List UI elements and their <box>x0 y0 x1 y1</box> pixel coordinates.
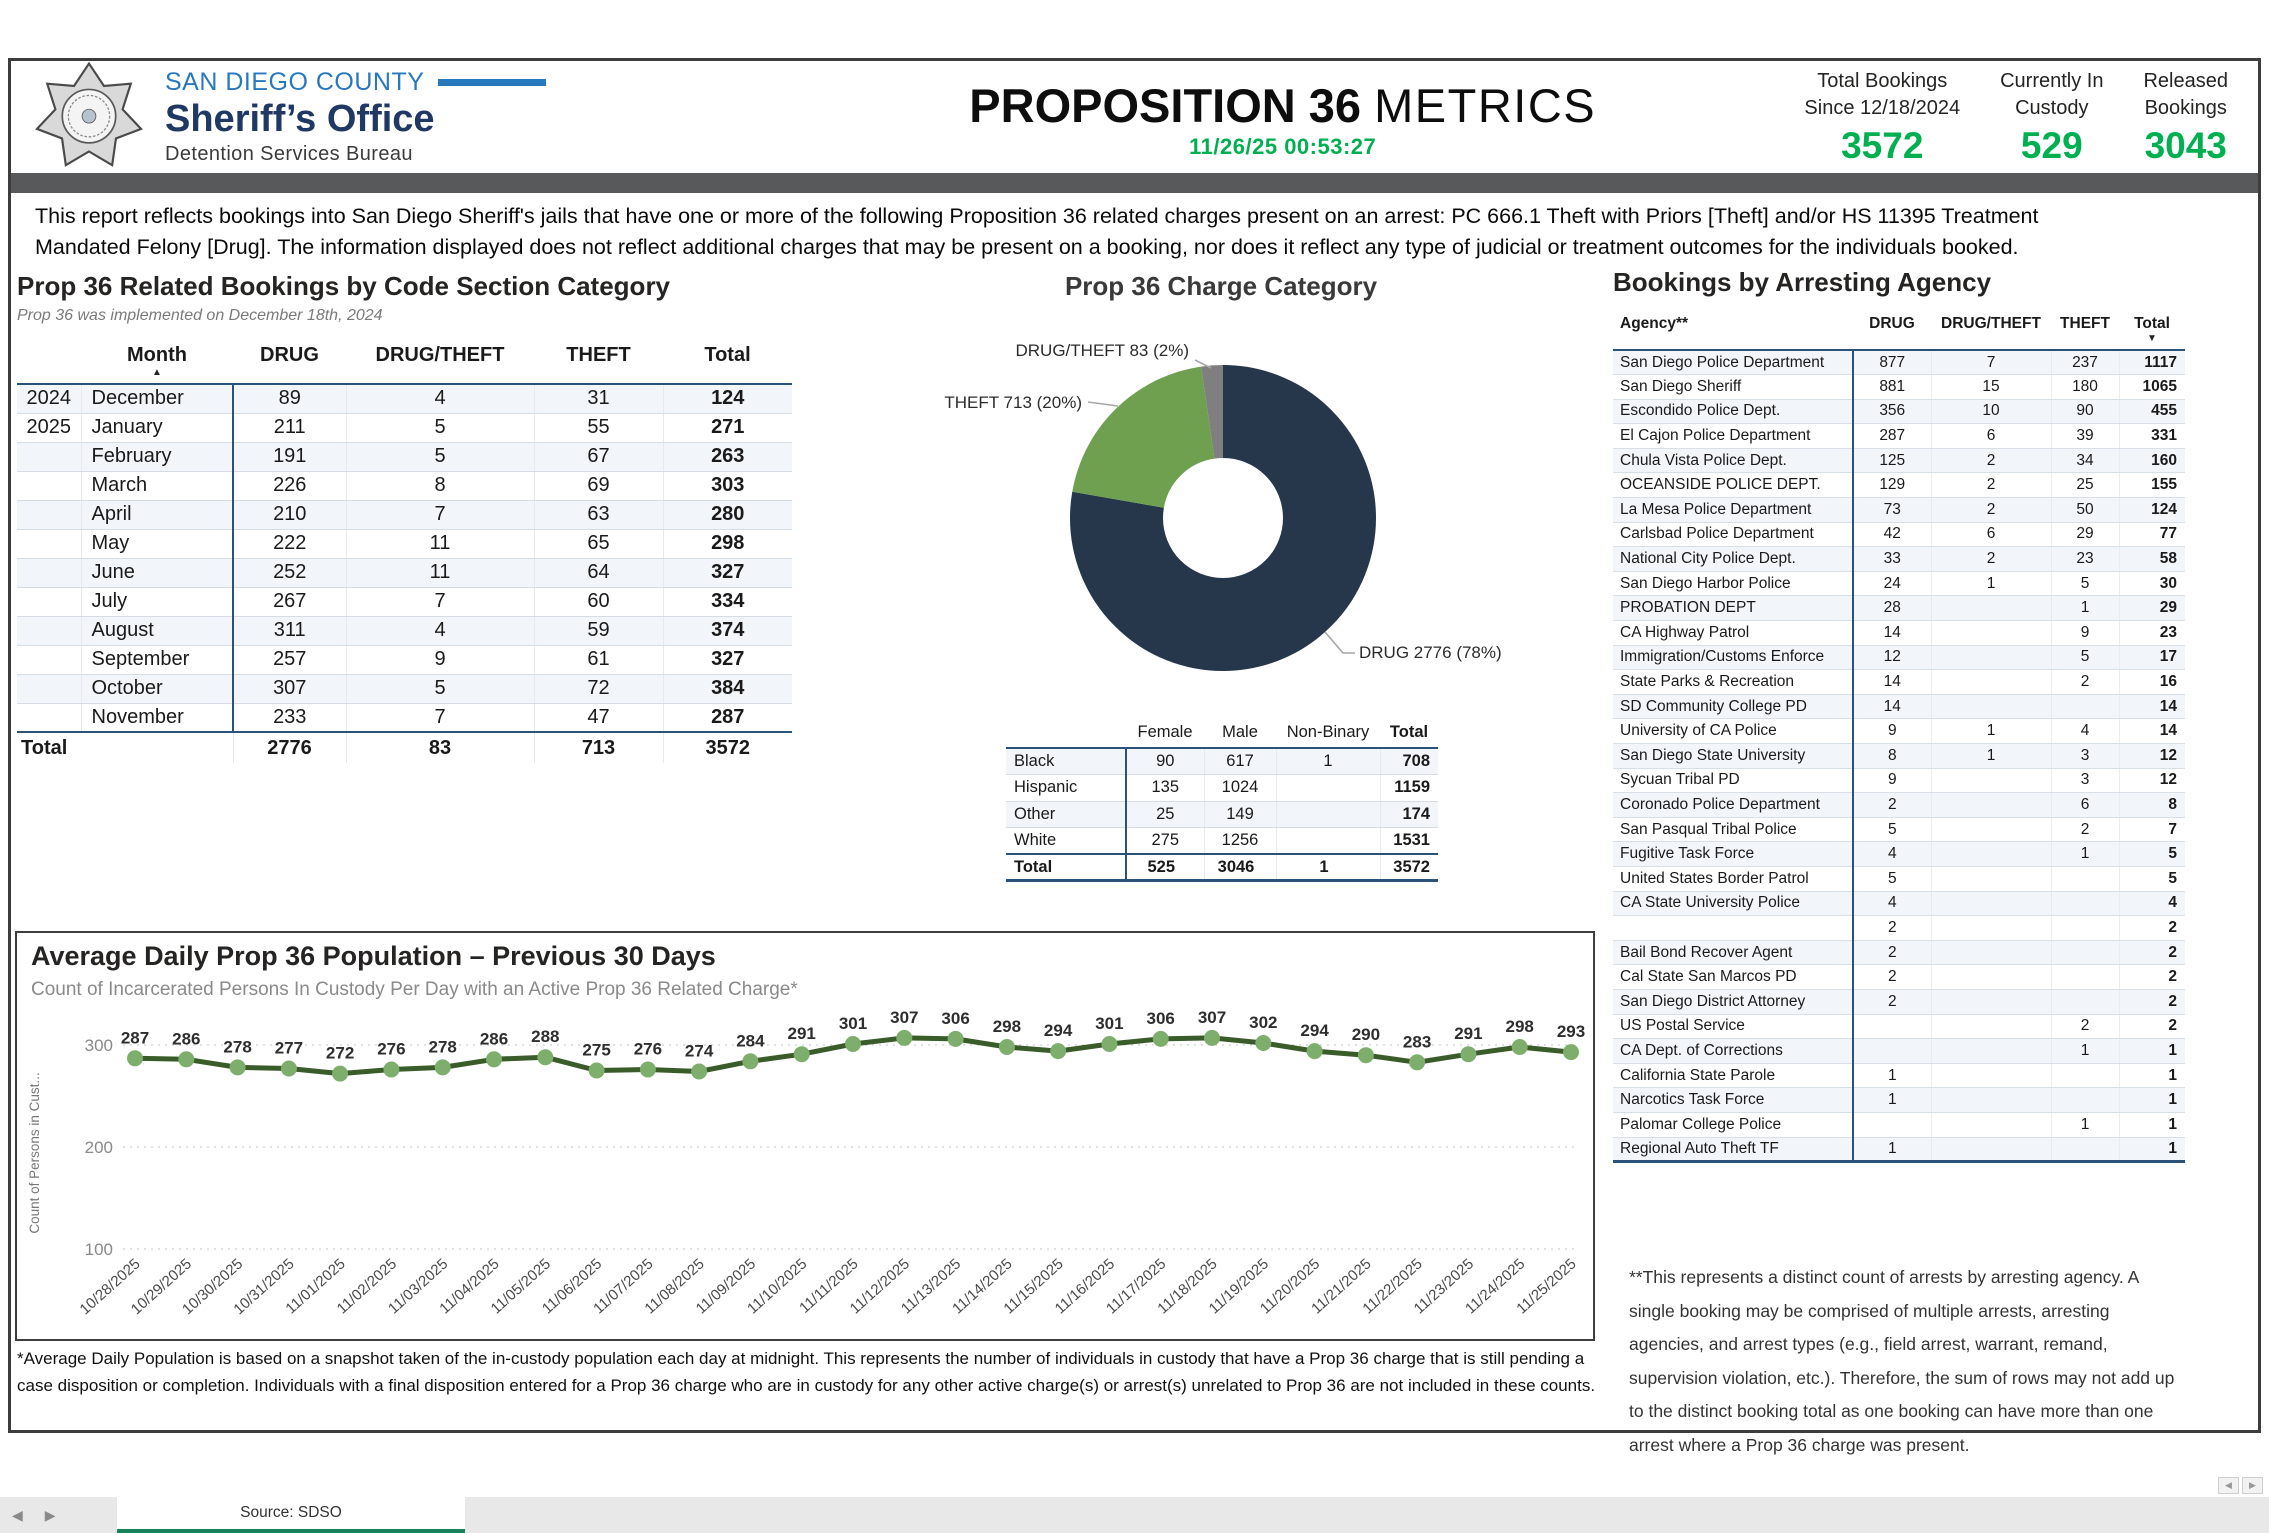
month-table-row: April 210 7 63 280 <box>17 500 792 529</box>
donut-callout-drug: DRUG 2776 (78%) <box>1359 643 1502 662</box>
svg-text:200: 200 <box>84 1138 113 1157</box>
agency-table-row: La Mesa Police Department 73 2 50 124 <box>1613 498 2185 523</box>
svg-text:11/10/2025: 11/10/2025 <box>744 1255 811 1318</box>
month-table-row: June 252 11 64 327 <box>17 558 792 587</box>
logo-dash-decoration <box>438 79 546 86</box>
agency-table-row: San Diego Police Department 877 7 237 1117 <box>1613 350 2185 375</box>
logo-county-label: SAN DIEGO COUNTY <box>165 68 425 96</box>
svg-text:11/16/2025: 11/16/2025 <box>1051 1255 1119 1318</box>
agency-table-row: San Diego Sheriff 881 15 180 1065 <box>1613 375 2185 400</box>
svg-text:301: 301 <box>1095 1014 1124 1033</box>
svg-text:302: 302 <box>1249 1013 1278 1032</box>
section-bookings-by-month <box>17 271 797 763</box>
svg-text:294: 294 <box>1300 1021 1329 1041</box>
svg-text:11/04/2025: 11/04/2025 <box>436 1255 503 1318</box>
svg-text:300: 300 <box>84 1036 113 1055</box>
line-chart-title: Average Daily Prop 36 Population – Previous 30 Days <box>31 941 716 971</box>
data-point-marker[interactable] <box>948 1031 964 1047</box>
month-section-subtitle: Prop 36 was implemented on December 18th, 2024 <box>17 307 383 324</box>
svg-text:11/05/2025: 11/05/2025 <box>487 1255 554 1318</box>
agency-table-row: US Postal Service 2 2 <box>1613 1014 2185 1039</box>
data-point-marker[interactable] <box>1050 1043 1066 1059</box>
agency-table-row: United States Border Patrol 5 5 <box>1613 866 2185 891</box>
agency-table-row: National City Police Dept. 33 2 23 58 <box>1613 547 2185 572</box>
donut-callout-theft: THEFT 713 (20%) <box>944 393 1082 412</box>
scroll-right-button[interactable]: ▶ <box>2242 1477 2263 1494</box>
agency-theft-column-header[interactable]: THEFT <box>2051 308 2119 350</box>
stat-currently-in-custody: Currently In Custody 529 <box>2000 69 2104 166</box>
report-description: This report reflects bookings into San Diego Sheriff's jails that have one or more of the following Proposition 36 related charges present on an arrest: PC 666.1 Theft with Priors [Theft] and/or HS 11395 Treatment Mandated Felony [Drug]. The information displayed does not reflect additional charges that may be present on a booking, nor does it reflect any type of judicial or treatment outcomes for the individuals booked. <box>35 204 2039 259</box>
agency-table-row: Fugitive Task Force 4 1 5 <box>1613 842 2185 867</box>
header-stats <box>1804 68 2258 167</box>
page-title: PROPOSITION 36 METRICS <box>969 79 1597 132</box>
svg-text:11/24/2025: 11/24/2025 <box>1462 1255 1529 1318</box>
svg-text:277: 277 <box>274 1038 304 1058</box>
data-point-marker[interactable] <box>178 1051 194 1067</box>
agency-table-row: PROBATION DEPT 28 1 29 <box>1613 596 2185 621</box>
svg-text:11/09/2025: 11/09/2025 <box>692 1255 760 1318</box>
agency-table-row: San Diego District Attorney 2 2 <box>1613 989 2185 1014</box>
svg-text:284: 284 <box>736 1031 765 1051</box>
svg-text:307: 307 <box>890 1007 919 1027</box>
data-point-marker[interactable] <box>742 1053 758 1069</box>
svg-text:307: 307 <box>1197 1007 1227 1027</box>
data-point-marker[interactable] <box>537 1049 553 1065</box>
svg-text:293: 293 <box>1556 1022 1586 1042</box>
svg-text:11/18/2025: 11/18/2025 <box>1154 1255 1221 1318</box>
month-table-row: October 307 5 72 384 <box>17 674 792 703</box>
agency-table-row: Immigration/Customs Enforce 12 5 17 <box>1613 645 2185 670</box>
nonbinary-column-header[interactable]: Non-Binary <box>1276 718 1380 748</box>
data-point-marker[interactable] <box>1409 1054 1425 1070</box>
data-point-marker[interactable] <box>1460 1046 1476 1062</box>
svg-text:11/01/2025: 11/01/2025 <box>282 1255 349 1318</box>
footnote-arresting-agency: **This represents a distinct count of arrests by arresting agency. A single booking may be comprised of multiple arrests, arresting agencies, and arrest types (e.g., field arrest, warrant, remand, supervision violation, etc.). Therefore, the sum of rows may not add up to the distinct booking total as one booking can have more than one arrest where a Prop 36 charge was present. <box>1629 1267 2175 1455</box>
demographics-row: Black 90 617 1 708 <box>1006 748 1438 775</box>
data-point-marker[interactable] <box>332 1066 348 1082</box>
page-nav-arrows <box>0 1497 117 1533</box>
month-table-row: November 233 7 47 287 <box>17 703 792 732</box>
agency-table-row: SD Community College PD 14 14 <box>1613 694 2185 719</box>
demographics-table-body <box>1006 748 1438 881</box>
svg-text:274: 274 <box>684 1041 714 1061</box>
svg-text:291: 291 <box>787 1024 816 1044</box>
svg-text:290: 290 <box>1351 1025 1381 1045</box>
month-table-header-row <box>17 334 792 384</box>
data-point-marker[interactable] <box>1512 1039 1528 1055</box>
data-point-marker[interactable] <box>589 1063 605 1079</box>
agency-table-row: California State Parole 1 1 <box>1613 1063 2185 1088</box>
svg-text:11/23/2025: 11/23/2025 <box>1410 1255 1478 1318</box>
demographics-table <box>1006 718 1438 882</box>
svg-text:288: 288 <box>531 1027 560 1047</box>
bookings-by-month-table <box>17 334 792 763</box>
year-column-header[interactable] <box>17 334 81 384</box>
svg-text:11/03/2025: 11/03/2025 <box>385 1255 452 1318</box>
daily-population-svg <box>23 1003 1587 1339</box>
arresting-agency-table <box>1613 308 2185 1163</box>
svg-text:10/31/2025: 10/31/2025 <box>230 1255 298 1319</box>
drugtheft-column-header[interactable]: DRUG/THEFT <box>346 334 534 384</box>
agency-table-row: CA State University Police 4 4 <box>1613 891 2185 916</box>
month-table-row: August 311 4 59 374 <box>17 616 792 645</box>
agency-table-row: San Diego State University 8 1 3 12 <box>1613 744 2185 769</box>
logo-office-label: Sheriff’s Office <box>165 98 435 140</box>
svg-text:100: 100 <box>84 1240 113 1259</box>
male-column-header[interactable]: Male <box>1204 718 1276 748</box>
svg-text:294: 294 <box>1043 1021 1073 1041</box>
svg-text:276: 276 <box>377 1039 406 1059</box>
data-point-marker[interactable] <box>999 1039 1015 1055</box>
data-point-marker[interactable] <box>794 1046 810 1062</box>
agency-drugtheft-column-header[interactable]: DRUG/THEFT <box>1931 308 2051 350</box>
demo-total-column-header[interactable]: Total <box>1380 718 1438 748</box>
agency-table-row: Cal State San Marcos PD 2 2 <box>1613 965 2185 990</box>
data-point-marker[interactable] <box>1255 1035 1271 1051</box>
month-section-title: Prop 36 Related Bookings by Code Section Category <box>17 271 671 301</box>
data-point-marker[interactable] <box>640 1062 656 1078</box>
leader-line-drug <box>1325 632 1355 653</box>
donut-chart-title: Prop 36 Charge Category <box>1064 271 1378 301</box>
month-table-row: February 191 5 67 263 <box>17 442 792 471</box>
data-point-marker[interactable] <box>230 1059 246 1075</box>
svg-text:276: 276 <box>633 1039 663 1059</box>
data-point-marker[interactable] <box>1358 1047 1374 1063</box>
svg-text:11/13/2025: 11/13/2025 <box>897 1255 965 1318</box>
section-demographics <box>1006 718 1446 882</box>
svg-text:306: 306 <box>941 1008 970 1028</box>
data-point-marker[interactable] <box>1153 1031 1169 1047</box>
agency-table-row: CA Highway Patrol 14 9 23 <box>1613 621 2185 646</box>
footer-tab-bar <box>0 1497 2269 1533</box>
svg-text:11/08/2025: 11/08/2025 <box>641 1255 708 1318</box>
svg-text:283: 283 <box>1402 1032 1432 1052</box>
svg-text:11/20/2025: 11/20/2025 <box>1256 1255 1324 1318</box>
data-point-marker[interactable] <box>691 1064 707 1080</box>
data-point-marker[interactable] <box>1101 1036 1117 1052</box>
svg-text:10/30/2025: 10/30/2025 <box>179 1255 247 1319</box>
data-point-marker[interactable] <box>1307 1043 1323 1059</box>
svg-text:306: 306 <box>1146 1008 1175 1028</box>
logo-bureau-label: Detention Services Bureau <box>165 143 413 165</box>
data-point-marker[interactable] <box>1204 1030 1220 1046</box>
svg-text:301: 301 <box>838 1014 868 1033</box>
agency-total-column-header[interactable]: Total ▼ <box>2119 308 2185 350</box>
svg-text:275: 275 <box>582 1040 611 1060</box>
demographics-row: White 275 1256 1531 <box>1006 828 1438 855</box>
demographics-total-row: Total 525 3046 1 3572 <box>1006 854 1438 881</box>
data-point-marker[interactable] <box>486 1051 502 1067</box>
svg-text:11/14/2025: 11/14/2025 <box>949 1255 1016 1318</box>
svg-text:11/12/2025: 11/12/2025 <box>846 1255 913 1318</box>
leader-line-theft <box>1088 402 1118 406</box>
svg-text:10/28/2025: 10/28/2025 <box>76 1255 144 1319</box>
svg-text:11/17/2025: 11/17/2025 <box>1103 1255 1170 1318</box>
scroll-left-button[interactable]: ◀ <box>2218 1477 2239 1494</box>
agency-table-row: San Pasqual Tribal Police 5 2 7 <box>1613 817 2185 842</box>
drug-column-header[interactable]: DRUG <box>233 334 346 384</box>
agency-table-row: Sycuan Tribal PD 9 3 12 <box>1613 768 2185 793</box>
report-timestamp: 11/26/25 00:53:27 <box>1189 134 1377 159</box>
agency-table-header-row <box>1613 308 2185 350</box>
agency-table-row: San Diego Harbor Police 24 1 5 30 <box>1613 571 2185 596</box>
svg-text:278: 278 <box>428 1037 457 1057</box>
agency-drug-column-header[interactable]: DRUG <box>1853 308 1931 350</box>
logo-text <box>165 68 546 166</box>
demographics-row: Other 25 149 174 <box>1006 801 1438 828</box>
svg-text:298: 298 <box>1505 1017 1534 1036</box>
month-table-row: March 226 8 69 303 <box>17 471 792 500</box>
horizontal-scroll-buttons <box>2218 1477 2263 1494</box>
svg-text:11/06/2025: 11/06/2025 <box>538 1255 606 1318</box>
previous-page-icon[interactable]: ◀ <box>12 1506 23 1523</box>
month-table-total-row: Total 2776 83 713 3572 <box>17 732 792 763</box>
section-arresting-agency <box>1613 267 2191 1163</box>
month-column-header[interactable]: Month ▲ <box>81 334 233 384</box>
svg-text:11/22/2025: 11/22/2025 <box>1359 1255 1426 1318</box>
agency-table-row: Narcotics Task Force 1 1 <box>1613 1088 2185 1113</box>
svg-text:11/07/2025: 11/07/2025 <box>590 1255 657 1318</box>
month-table-row: September 257 9 61 327 <box>17 645 792 674</box>
sort-ascending-icon[interactable]: ▲ <box>152 367 162 378</box>
agency-table-row: Escondido Police Dept. 356 10 90 455 <box>1613 399 2185 424</box>
report-header <box>11 61 2258 173</box>
agency-section-title: Bookings by Arresting Agency <box>1613 267 1992 297</box>
agency-table-row: Chula Vista Police Dept. 125 2 34 160 <box>1613 448 2185 473</box>
data-point-marker[interactable] <box>1563 1044 1579 1060</box>
stat-released-bookings: Released Bookings 3043 <box>2143 69 2228 166</box>
next-page-icon[interactable]: ▶ <box>44 1506 56 1523</box>
agency-table-row: State Parks & Recreation 14 2 16 <box>1613 670 2185 695</box>
demographics-header-row <box>1006 718 1438 748</box>
svg-text:286: 286 <box>172 1029 201 1049</box>
released-bookings-value: 3043 <box>2144 124 2227 166</box>
in-custody-value: 529 <box>2020 124 2083 166</box>
section-daily-population <box>15 931 1595 1341</box>
svg-text:287: 287 <box>120 1028 150 1048</box>
agency-table-row: Coronado Police Department 2 6 8 <box>1613 793 2185 818</box>
title-block <box>761 78 1804 160</box>
svg-text:272: 272 <box>325 1043 355 1063</box>
agency-table-body <box>1613 350 2185 1162</box>
agency-table-row: Bail Bond Recover Agent 2 2 <box>1613 940 2185 965</box>
header-divider-bar <box>11 173 2258 193</box>
svg-text:298: 298 <box>992 1017 1022 1036</box>
month-table-body <box>17 384 792 763</box>
female-column-header[interactable]: Female <box>1126 718 1204 748</box>
svg-text:286: 286 <box>479 1029 509 1049</box>
agency-column-header[interactable]: Agency** <box>1613 308 1853 350</box>
donut-callout-drugtheft: DRUG/THEFT 83 (2%) <box>1015 341 1189 360</box>
svg-text:11/15/2025: 11/15/2025 <box>1000 1255 1067 1318</box>
agency-table-row: Regional Auto Theft TF 1 1 <box>1613 1137 2185 1162</box>
tab-source-sdso[interactable]: Source: SDSO <box>117 1497 465 1533</box>
footnote-average-daily-population: *Average Daily Population is based on a snapshot taken of the in-custody population each day at midnight. This represents the number of individuals in custody that have a Prop 36 charge that is still pending a case disposition or completion. Individuals with a final disposition entered for a Prop 36 charge who are in custody for any other active charge(s) or arrest(s) unrelated to Prop 36 are not included in these counts. <box>17 1349 1596 1395</box>
svg-text:278: 278 <box>223 1037 252 1057</box>
agency-table-row: El Cajon Police Department 287 6 39 331 <box>1613 424 2185 449</box>
agency-table-row: University of CA Police 9 1 4 14 <box>1613 719 2185 744</box>
section-charge-category <box>911 271 1531 721</box>
total-bookings-value: 3572 <box>1841 124 1924 166</box>
svg-text:11/19/2025: 11/19/2025 <box>1205 1255 1272 1318</box>
month-table-row: July 267 7 60 334 <box>17 587 792 616</box>
stat-total-bookings: Total Bookings Since 12/18/2024 3572 <box>1804 69 1961 166</box>
month-table-row: 2025 January 211 5 55 271 <box>17 413 792 442</box>
agency-table-row: Palomar College Police 1 1 <box>1613 1112 2185 1137</box>
svg-text:11/11/2025: 11/11/2025 <box>796 1255 862 1317</box>
agency-table-row: 2 2 <box>1613 916 2185 941</box>
svg-text:11/21/2025: 11/21/2025 <box>1308 1255 1375 1318</box>
svg-text:11/25/2025: 11/25/2025 <box>1513 1255 1580 1318</box>
demographics-row: Hispanic 135 1024 1159 <box>1006 775 1438 802</box>
report-content <box>11 263 2258 1455</box>
report-container <box>8 58 2261 1455</box>
data-point-marker[interactable] <box>845 1036 861 1052</box>
sheriff-logo <box>11 61 761 173</box>
data-point-marker[interactable] <box>383 1062 399 1078</box>
data-point-marker[interactable] <box>435 1059 451 1075</box>
data-point-marker[interactable] <box>281 1061 297 1077</box>
data-point-marker[interactable] <box>896 1030 912 1046</box>
sheriff-badge-icon <box>33 61 145 173</box>
month-table-row: 2024 December 89 4 31 124 <box>17 384 792 413</box>
sort-descending-icon[interactable]: ▼ <box>2147 333 2157 344</box>
svg-text:11/02/2025: 11/02/2025 <box>333 1255 401 1318</box>
data-point-marker[interactable] <box>127 1050 143 1066</box>
agency-table-row: Carlsbad Police Department 42 6 29 77 <box>1613 522 2185 547</box>
svg-text:10/29/2025: 10/29/2025 <box>127 1255 195 1319</box>
agency-table-row: CA Dept. of Corrections 1 1 <box>1613 1039 2185 1064</box>
svg-text:291: 291 <box>1454 1024 1483 1044</box>
svg-text:Count of Persons in Cust...: Count of Persons in Cust... <box>27 1072 42 1234</box>
month-table-row: May 222 11 65 298 <box>17 529 792 558</box>
total-column-header[interactable]: Total <box>663 334 792 384</box>
agency-table-row: OCEANSIDE POLICE DEPT. 129 2 25 155 <box>1613 473 2185 498</box>
theft-column-header[interactable]: THEFT <box>534 334 663 384</box>
line-chart-subtitle: Count of Incarcerated Persons In Custody Per Day with an Active Prop 36 Related Charge* <box>31 979 798 1000</box>
